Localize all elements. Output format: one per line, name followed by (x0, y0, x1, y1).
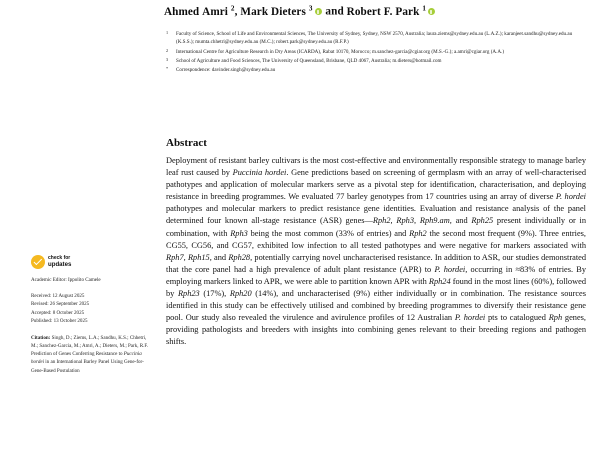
affiliation-item (166, 30, 584, 47)
cfu-line-1: check for (48, 254, 71, 261)
author-robert-f-park: Robert F. Park $^1$ (346, 4, 427, 18)
check-for-updates-badge[interactable] (31, 255, 151, 269)
author-mark-dieters: Mark Dieters $^3$ (240, 4, 313, 18)
citation-block (31, 334, 151, 375)
author-ahmed-amri: Ahmed Amri $^2$ (163, 4, 235, 18)
date-accepted: Accepted: 8 October 2025 (31, 309, 85, 316)
orcid-icon[interactable] (428, 8, 435, 15)
date-received: Received: 12 August 2025 (31, 293, 85, 300)
cfu-line-2: updates (48, 261, 72, 269)
author-line (0, 4, 600, 18)
affiliation-text: Faculty of Science, School of Life and Environmental Sciences, The University of Sydney, Sydney, NSW 2570, Australia; laura.ziems@sydney.edu.au (L.A.Z.); karanjeet.sandhu@sydney.edu.au (K.S.S.); mumta.chhetri@sydney.edu.au (M.C.); robert.park@sydney.edu.au (R.F.P.) (176, 31, 573, 46)
affil-ref-2: 2 (230, 4, 235, 12)
affil-ref-3: 3 (308, 4, 313, 12)
sidebar (31, 255, 151, 375)
academic-editor: Academic Editor: Ippolito Camele (31, 277, 101, 283)
affiliation-text: School of Agriculture and Food Sciences, The University of Queensland, Brisbane, QLD 4067, Australia; m.dieters@hotmail.com (176, 57, 442, 64)
affiliation-text: International Centre for Agriculture Research in Dry Areas (ICARDA), Rabat 10170, Morocco; m.sanchez-garcia@cgiar.org (M.S.-G.); a.amri@cgiar.org (A.A.) (176, 48, 505, 55)
orcid-icon[interactable] (315, 8, 322, 15)
check-for-updates-label (48, 256, 71, 269)
correspondence-text: Correspondence: davinder.singh@sydney.edu.au (176, 67, 276, 74)
author-conjunction: and (322, 5, 347, 18)
affiliation-marker: 2 (166, 47, 169, 53)
affil-ref-1: 1 (422, 4, 427, 12)
affiliation-marker: 1 (166, 30, 169, 36)
affiliation-item (166, 57, 584, 65)
checkmark-icon (31, 255, 45, 269)
affiliation-marker: 3 (166, 57, 169, 63)
affiliation-item (166, 48, 584, 56)
abstract-paragraph: Deployment of resistant barley cultivars is the most cost-effective and environmentally responsible strategy to manage barley leaf rust caused by Puccinia hordei. Gene predictions based on screening of germplasm with an array of well-characterised pathotypes and application of molecular markers serve as a pivotal step for identification, characterisation, and deploying resistance in breeding programmes. We evaluated 77 barley genotypes from 17 countries using an array of diverse P. hordei pathotypes and molecular markers to predict resistance gene identities. Evaluation and resistance analysis of the panel determined four known all-stage resistance (ASR) genes—Rph2, Rph3, Rph9.am, and Rph25 present individually or in combination, with Rph3 being the most common (33% of entries) and Rph2 the second most frequent (9%). Three entries, CG55, CG56, and CG57, exhibited low infection to all tested pathotypes and were negative for markers associated with Rph7, Rph15, and Rph28, potentially carrying novel uncharacterised resistance. In addition to ASR, our studies demonstrated that the core panel had a high prevalence of adult plant resistance (APR) to P. hordei, occurring in ≈83% of entries. By employing markers linked to APR, we were able to partition known APR with Rph24 found in the most lines (60%), followed by Rph23 (17%), Rph20 (14%), and uncharacterised (9%) either individually or in combination. The resistance sources identified in this study can be effectively utilised and combined by breeding programmes to diversify their resistance gene pool. Our study also revealed the virulence and avirulence profiles of 12 Australian P. hordei pts to catalogued Rph genes, providing pathologists and breeders with insights into combining genes relevant to their breeding regions and pathogen shifts. (166, 156, 587, 347)
date-published: Published: 13 October 2025 (31, 317, 88, 324)
author-separator: , (234, 5, 241, 18)
citation-label: Citation: (31, 334, 51, 341)
correspondence-marker: * (166, 66, 169, 72)
publication-dates (31, 292, 151, 325)
abstract-heading: Abstract (166, 137, 207, 149)
date-revised: Revised: 26 September 2025 (31, 301, 90, 308)
affiliations-list (166, 30, 584, 76)
citation-text: Singh, D.; Ziems, L.A.; Sandhu, K.S.; Chhetri, M.; Sanchez-Garcia, M.; Amri, A.; Dieters, M.; Park, R.F. Prediction of Genes Conferring Resistance to Puccinia hordei in an International Barley Panel Using Gene-for-Gene-Based Postulation (31, 334, 149, 374)
correspondence-item (166, 66, 584, 74)
